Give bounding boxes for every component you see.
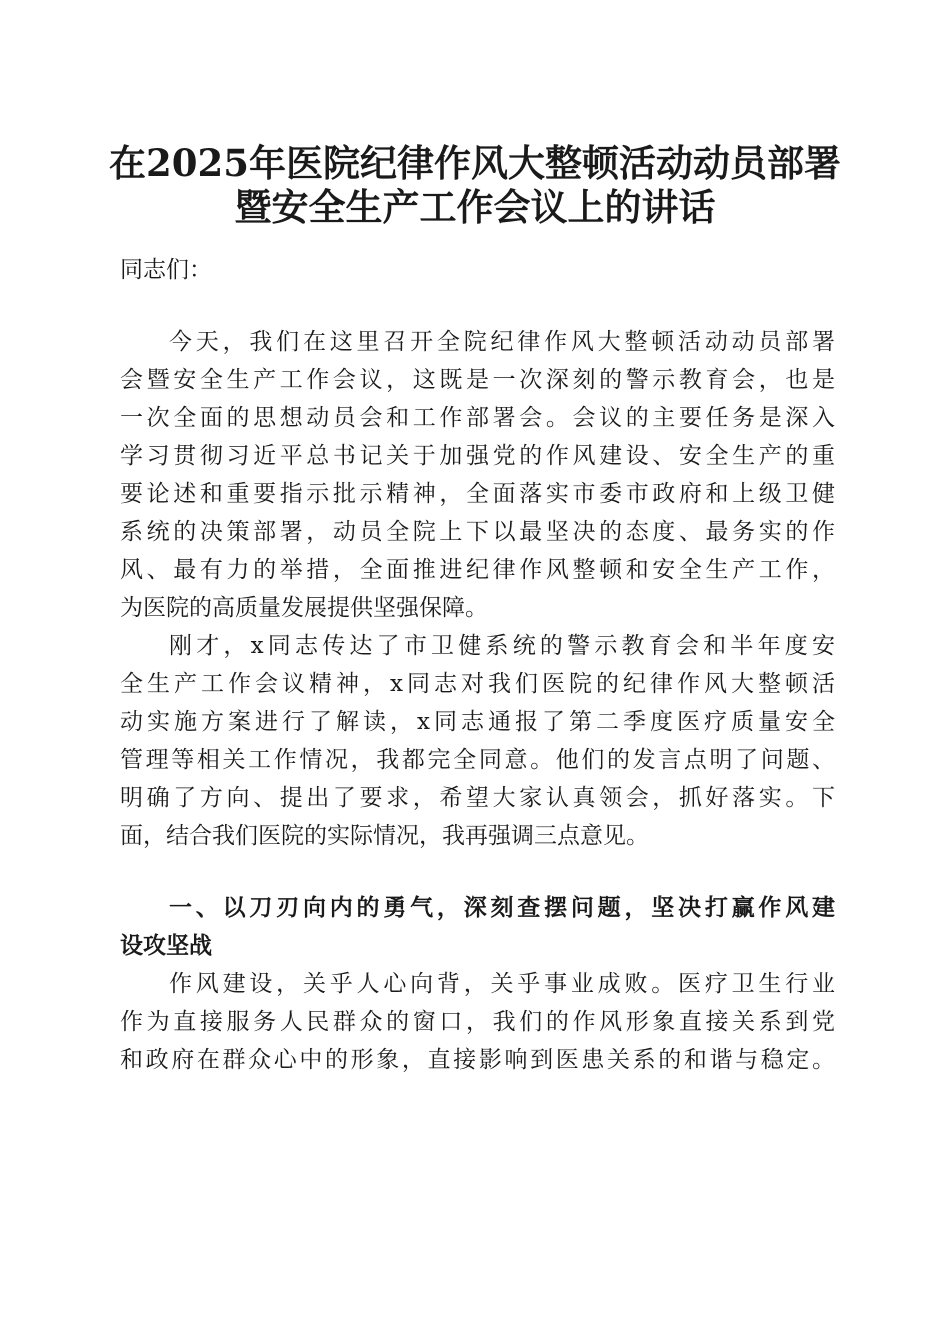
document-title-line-2: 暨安全生产工作会议上的讲话: [234, 185, 716, 229]
paragraph-2-line: 动实施方案进行了解读，x同志通报了第二季度医疗质量安全: [120, 709, 835, 735]
paragraph-1-line: 为医院的高质量发展提供坚强保障。: [120, 595, 488, 621]
paragraph-2-line: 刚才，x同志传达了市卫健系统的警示教育会和半年度安: [169, 633, 835, 659]
salutation: 同志们：: [120, 257, 212, 283]
paragraph-2-line: 明确了方向、提出了要求，希望大家认真领会，抓好落实。下: [120, 785, 835, 811]
document-title-line-1: 在2025年医院纪律作风大整顿活动动员部署: [109, 141, 841, 185]
paragraph-3-line: 作风建设，关乎人心向背，关乎事业成败。医疗卫生行业: [169, 971, 835, 997]
paragraph-2-line: 全生产工作会议精神，x同志对我们医院的纪律作风大整顿活: [120, 671, 835, 697]
paragraph-1-line: 要论述和重要指示批示精神，全面落实市委市政府和上级卫健: [120, 481, 835, 507]
paragraph-2-line: 面，结合我们医院的实际情况，我再强调三点意见。: [120, 823, 649, 849]
paragraph-1-line: 一次全面的思想动员会和工作部署会。会议的主要任务是深入: [120, 405, 835, 431]
paragraph-1-line: 风、最有力的举措，全面推进纪律作风整顿和安全生产工作，: [120, 557, 835, 583]
paragraph-1-line: 系统的决策部署，动员全院上下以最坚决的态度、最务实的作: [120, 519, 835, 545]
paragraph-2-line: 管理等相关工作情况，我都完全同意。他们的发言点明了问题、: [120, 747, 835, 773]
paragraph-1-line: 会暨安全生产工作会议，这既是一次深刻的警示教育会，也是: [120, 367, 835, 393]
paragraph-1-line: 学习贯彻习近平总书记关于加强党的作风建设、安全生产的重: [120, 443, 835, 469]
section-heading-line: 一、以刀刃向内的勇气，深刻查摆问题，坚决打赢作风建: [169, 895, 835, 921]
section-heading-line: 设攻坚战: [120, 933, 212, 959]
paragraph-3-line: 和政府在群众心中的形象，直接影响到医患关系的和谐与稳定。: [120, 1047, 835, 1073]
paragraph-3-line: 作为直接服务人民群众的窗口，我们的作风形象直接关系到党: [120, 1009, 835, 1035]
paragraph-1-line: 今天，我们在这里召开全院纪律作风大整顿活动动员部署: [169, 329, 835, 355]
